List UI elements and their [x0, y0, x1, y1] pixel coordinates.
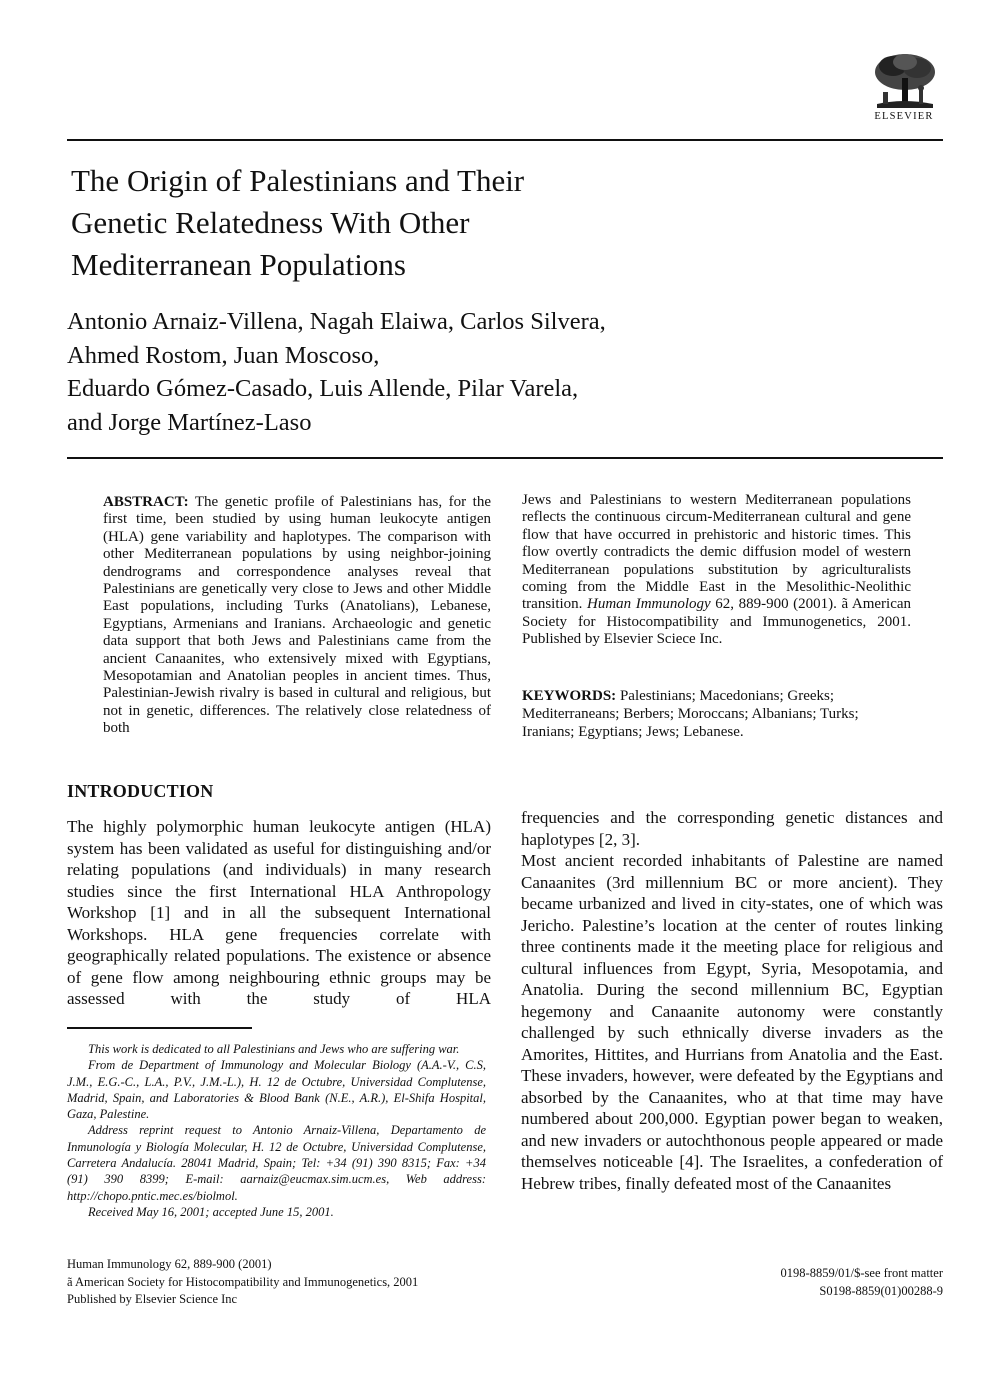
author-line: Ahmed Rostom, Juan Moscoso,	[67, 341, 380, 369]
footnote-rule	[67, 1027, 252, 1029]
keywords-text: Palestinians; Macedonians; Greeks; Mediterraneans; Berbers; Moroccans; Albanians; Turks; Iranians; Egyptians; Jews; Lebanese.	[522, 688, 859, 740]
author-line: Antonio Arnaiz-Villena, Nagah Elaiwa, Carlos Silvera,	[67, 308, 606, 335]
footer-line: Human Immunology 62, 889-900 (2001)	[67, 1257, 272, 1271]
abstract-citation: 62, 889-900 (2001). ã American Society for Histocompatibility and Immunogenetics, 2001. Published by Elsevier Sciece Inc.	[522, 596, 912, 648]
footnote: This work is dedicated to all Palestinians and Jews who are suffering war.	[88, 1042, 460, 1056]
author-line: Eduardo Gómez-Casado, Luis Allende, Pilar Varela,	[67, 375, 579, 402]
title-line: The Origin of Palestinians and Their	[71, 163, 525, 198]
journal-name: Human Immunology	[587, 596, 711, 613]
title-line: Genetic Relatedness With Other	[71, 205, 470, 240]
paragraph: Most ancient recorded inhabitants of Palestine are named Canaanites (3rd millennium BC or more ancient). They became urbanized and lived in city-states, one of which was Jericho. Palestine’s location at the center of routes linking three continents made it the meeting place for religious and cultural influences from Egypt, Syria, Mesopotamia, and Anatolia. During the second millennium BC, Egyptian hegemony and Canaanite autonomy were constantly challenged by such ethnically diverse invaders as the Amorites, Hittites, and Hurrians from Anatolia and the East. These invaders, however, were defeated by the Egyptians and absorbed by the Canaanites, who at that time may have numbered about 200,000. Egyptian power began to weaken, and new invaders or autochthonous people appeared or made themselves noticeable [4]. The Israelites, a confederation of Hebrew tribes, finally defeated most of the Canaanites	[521, 851, 943, 1193]
section-heading: INTRODUCTION	[67, 781, 214, 801]
elsevier-logo	[866, 52, 942, 128]
elsevier-tree-icon	[869, 52, 939, 110]
publisher-name: ELSEVIER	[874, 111, 934, 122]
introduction-left-column: The highly polymorphic human leukocyte antigen (HLA) system has been validated as useful for distinguishing and/or relating populations (and individuals) in many research studies since the first International HLA Anthropology Workshop [1] and in all the subsequent International Workshops. HLA gene frequencies correlate with geographically related populations. The existence or absence of gene flow among neighbouring ethnic groups may be assessed with the study of HLA	[67, 817, 491, 1008]
paragraph: frequencies and the corresponding genetic distances and haplotypes [2, 3].	[521, 808, 943, 849]
keywords-label: KEYWORDS:	[522, 688, 617, 704]
abstract-left-column	[103, 494, 491, 738]
footer-line: S0198-8859(01)00288-9	[819, 1283, 943, 1298]
footnotes	[67, 1041, 486, 1220]
footnote: Received May 16, 2001; accepted June 15, 2001.	[88, 1204, 334, 1219]
authors-rule	[67, 457, 943, 459]
footnote: From de Department of Immunology and Molecular Biology (A.A.-V., C.S, J.M., E.G.-C., L.A., P.V., J.M.-L.), H. 12 de Octubre, Universidad Complutense, Madrid, Spain, and Laboratories & Blood Bank (N.E., A.R.), El-Shifa Hospital, Gaza, Palestine.	[67, 1058, 486, 1122]
abstract-right-column	[522, 492, 911, 649]
footnote: Address reprint request to Antonio Arnaiz-Villena, Departamento de Inmunología y Biología Molecular, H. 12 de Octubre, Universidad Complutense, Carretera Andalucía. 28041 Madrid, Spain; Tel: +34 (91) 390 8315; Fax: +34 (91) 390 8399; E-mail: aarnaiz@eucmax.sim.ucm.es, Web address: http://chopo.pntic.mec.es/biolmol.	[67, 1123, 486, 1203]
article-title	[71, 160, 711, 286]
abstract-label: ABSTRACT:	[103, 494, 189, 510]
footer-line: ã American Society for Histocompatibility and Immunogenetics, 2001	[67, 1274, 419, 1289]
header-rule	[67, 139, 943, 141]
footer-identifiers	[781, 1265, 943, 1300]
introduction-right-column	[521, 807, 943, 1194]
footer-journal-info	[67, 1256, 418, 1309]
abstract-text: The genetic profile of Palestinians has, for the first time, been studied by using human leukocyte antigen (HLA) gene variability and haplotypes. The comparison with other Mediterranean populations by using neighbor-joining dendrograms and correspondence analyses reveal that Palestinians are genetically very close to Jews and other Middle East populations, including Turks (Anatolians), Lebanese, Egyptians, Armenians and Iranians. Archaeologic and genetic data support that both Jews and Palestinians came from the ancient Canaanites, who extensively mixed with Egyptians, Mesopotamian and Anatolian peoples in ancient times. Thus, Palestinian-Jewish rivalry is based in cultural and religious, but not in genetic, differences. The relatively close relatedness of both	[103, 494, 492, 737]
footer-line: Published by Elsevier Science Inc	[67, 1292, 238, 1306]
keywords	[522, 687, 911, 741]
abstract-text-continued: Jews and Palestinians to western Mediterranean populations reflects the continuous circum-Mediterranean cultural and gene flow that have occurred in prehistoric and historic times. This flow overtly contradicts the demic diffusion model of western Mediterranean populations substitution by agriculturalists coming from the Middle East in the Mesolithic-Neolithic transition.	[522, 492, 911, 613]
author-list	[67, 305, 787, 439]
footer-line: 0198-8859/01/$-see front matter	[780, 1266, 943, 1280]
author-line: and Jorge Martínez-Laso	[67, 408, 312, 436]
title-line: Mediterranean Populations	[71, 247, 406, 282]
